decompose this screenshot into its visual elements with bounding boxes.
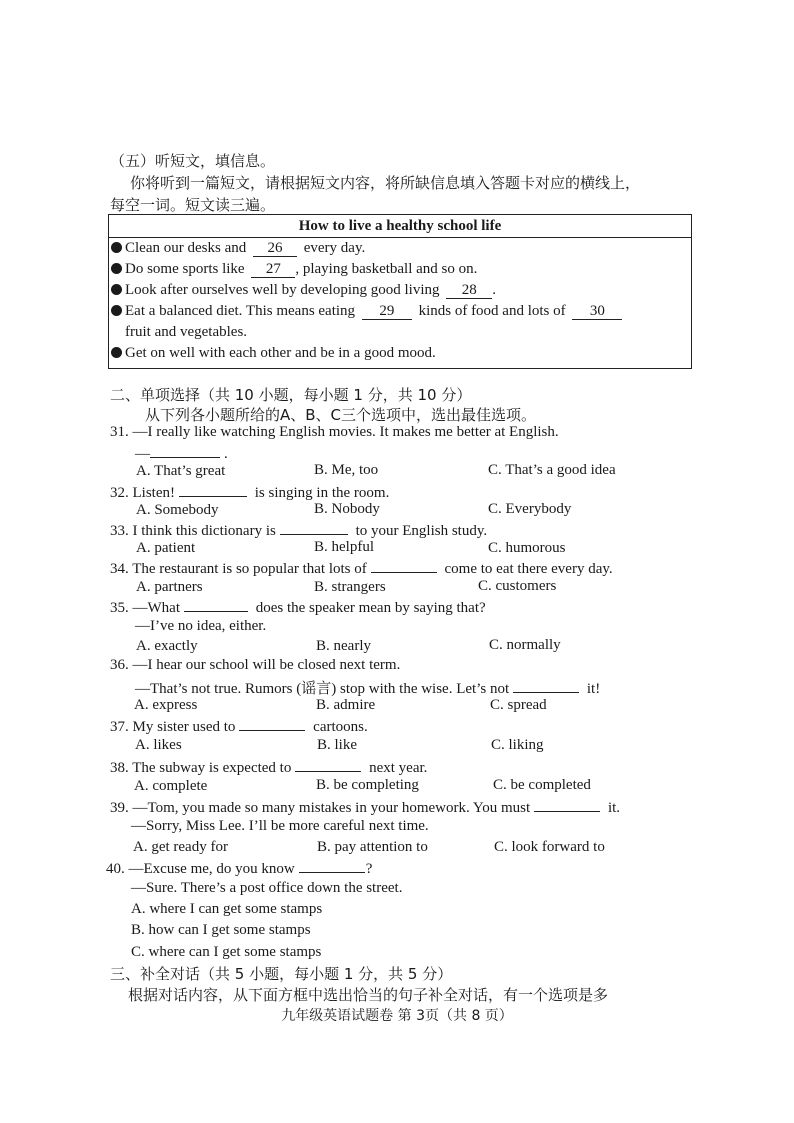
question-34 [110, 559, 613, 578]
info-item [111, 345, 436, 362]
question-number: 33. [110, 523, 129, 539]
question-stem: cartoons. [313, 719, 368, 735]
question-stem: it. [607, 800, 621, 816]
part3-heading: 三、补全对话（共 5 小题，每小题 1 分，共 5 分） [110, 965, 453, 983]
answer-blank-27[interactable]: 27 [251, 262, 295, 278]
info-item-text: kinds of food and lots of [418, 303, 566, 319]
info-item [111, 261, 477, 278]
option-c[interactable]: C. That’s a good idea [488, 462, 616, 478]
question-number: 40. [106, 861, 125, 877]
info-item [111, 303, 625, 320]
info-item-text: . [492, 282, 497, 298]
option-b[interactable]: B. be completing [316, 777, 419, 793]
option-c[interactable]: C. where can I get some stamps [131, 944, 322, 960]
answer-blank-28[interactable]: 28 [446, 283, 492, 299]
question-stem: —Tom, you made so many mistakes in your homework. You must [132, 800, 531, 816]
question-number: 37. [110, 719, 129, 735]
question-38 [110, 758, 427, 777]
info-item-cont: fruit and vegetables. [125, 324, 248, 340]
option-c[interactable]: C. liking [491, 737, 544, 753]
question-number: 36. [110, 657, 129, 673]
question-number: 32. [110, 485, 129, 501]
option-a[interactable]: A. Somebody [136, 502, 219, 518]
answer-blank[interactable] [513, 679, 579, 693]
info-item-text: Clean our desks and [125, 240, 247, 256]
bullet-icon [111, 303, 125, 319]
question-number: 39. [110, 800, 129, 816]
option-b[interactable]: B. admire [316, 697, 376, 713]
option-c[interactable]: C. normally [489, 637, 561, 653]
question-stem: is singing in the room. [254, 485, 390, 501]
dialog-response: —Sorry, Miss Lee. I’ll be more careful next time. [131, 818, 429, 834]
question-31-response: — . [135, 446, 228, 462]
question-39 [110, 798, 620, 817]
question-number: 35. [110, 600, 129, 616]
question-stem: My sister used to [132, 719, 236, 735]
option-b[interactable]: B. nearly [316, 638, 371, 654]
dialog-response [135, 677, 600, 698]
question-number: 38. [110, 760, 129, 776]
answer-blank[interactable] [184, 598, 248, 612]
dialog-dash: — [135, 446, 150, 462]
page-footer: 九年级英语试题卷 第 3页（共 8 页） [281, 1008, 513, 1024]
question-40 [106, 859, 372, 878]
question-stem: I think this dictionary is [132, 523, 276, 539]
option-a[interactable]: A. get ready for [133, 839, 228, 855]
info-item-text: Get on well with each other and be in a good mood. [125, 345, 436, 361]
question-31 [110, 424, 559, 441]
info-item-text: Do some sports like [125, 261, 245, 277]
section-heading: （五）听短文，填信息。 [110, 152, 276, 170]
dialog-response: —I’ve no idea, either. [135, 618, 267, 634]
option-c[interactable]: C. be completed [493, 777, 591, 793]
answer-blank[interactable] [299, 859, 365, 873]
question-number: 31. [110, 424, 129, 440]
option-b[interactable]: B. pay attention to [317, 839, 428, 855]
bullet-icon [111, 261, 125, 277]
part2-heading: 二、单项选择（共 10 小题，每小题 1 分，共 10 分） [110, 386, 472, 404]
option-b[interactable]: B. how can I get some stamps [131, 922, 311, 938]
section-instructions: 你将听到一篇短文，请根据短文内容，将所缺信息填入答题卡对应的横线上， [130, 174, 641, 192]
option-c[interactable]: C. Everybody [488, 501, 572, 517]
question-33 [110, 521, 487, 540]
bullet-icon [111, 240, 125, 256]
option-c[interactable]: C. customers [478, 578, 557, 594]
answer-blank-29[interactable]: 29 [362, 304, 412, 320]
answer-blank-30[interactable]: 30 [572, 304, 622, 320]
question-37 [110, 717, 368, 736]
question-stem: —What [132, 600, 180, 616]
option-b[interactable]: B. Nobody [314, 501, 380, 517]
info-item [111, 240, 365, 257]
option-a[interactable]: A. where I can get some stamps [131, 901, 323, 917]
question-number: 34. [110, 561, 129, 577]
option-a[interactable]: A. partners [136, 579, 203, 595]
question-stem: Listen! [132, 485, 175, 501]
option-a[interactable]: A. likes [135, 737, 182, 753]
info-item [111, 282, 496, 299]
answer-blank[interactable] [150, 444, 220, 458]
info-table-title: How to live a healthy school life [109, 215, 691, 238]
answer-blank[interactable] [179, 483, 247, 497]
answer-blank[interactable] [239, 717, 305, 731]
part2-instructions: 从下列各小题所给的A、B、C三个选项中，选出最佳选项。 [145, 406, 537, 424]
option-a[interactable]: A. That’s great [136, 463, 226, 479]
info-table [108, 214, 692, 369]
info-item-text: , playing basketball and so on. [295, 261, 478, 277]
question-stem: next year. [369, 760, 428, 776]
option-a[interactable]: A. exactly [136, 638, 198, 654]
info-item-text: Look after ourselves well by developing good living [125, 282, 440, 298]
option-c[interactable]: C. spread [490, 697, 547, 713]
option-c[interactable]: C. humorous [488, 540, 566, 556]
question-stem: to your English study. [355, 523, 488, 539]
question-32 [110, 483, 389, 502]
question-stem: —I hear our school will be closed next term. [132, 657, 401, 673]
answer-blank[interactable] [371, 559, 437, 573]
section-instructions-cont: 每空一词。短文读三遍。 [110, 196, 276, 214]
bullet-icon [111, 345, 125, 361]
answer-blank[interactable] [534, 798, 600, 812]
question-stem: —I really like watching English movies. It makes me better at English. [132, 424, 559, 440]
answer-blank[interactable] [280, 521, 348, 535]
question-stem: it! [586, 681, 601, 697]
question-36 [110, 657, 400, 674]
question-stem: come to eat there every day. [444, 561, 613, 577]
question-stem: The restaurant is so popular that lots of [132, 561, 367, 577]
option-a[interactable]: A. complete [134, 778, 208, 794]
question-stem: does the speaker mean by saying that? [255, 600, 486, 616]
info-item-text: Eat a balanced diet. This means eating [125, 303, 356, 319]
bullet-icon [111, 282, 125, 298]
dialog-response: —Sure. There’s a post office down the street. [131, 880, 403, 896]
part3-instructions: 根据对话内容，从下面方框中选出恰当的句子补全对话，有一个选项是多 [128, 986, 609, 1004]
answer-blank-26[interactable]: 26 [253, 241, 297, 257]
option-a[interactable]: A. express [134, 697, 198, 713]
option-b[interactable]: B. like [317, 737, 357, 753]
option-b[interactable]: B. helpful [314, 539, 374, 555]
question-stem: —Excuse me, do you know [128, 861, 295, 877]
option-b[interactable]: B. Me, too [314, 462, 379, 478]
option-b[interactable]: B. strangers [314, 579, 386, 595]
question-stem: The subway is expected to [132, 760, 292, 776]
option-a[interactable]: A. patient [136, 540, 196, 556]
info-item-text: every day. [303, 240, 366, 256]
question-35 [110, 598, 486, 617]
answer-blank[interactable] [295, 758, 361, 772]
question-stem: ? [365, 861, 373, 877]
option-c[interactable]: C. look forward to [494, 839, 605, 855]
question-stem: —That’s not true. Rumors (谣言) stop with the wise. Let’s not [135, 681, 510, 697]
